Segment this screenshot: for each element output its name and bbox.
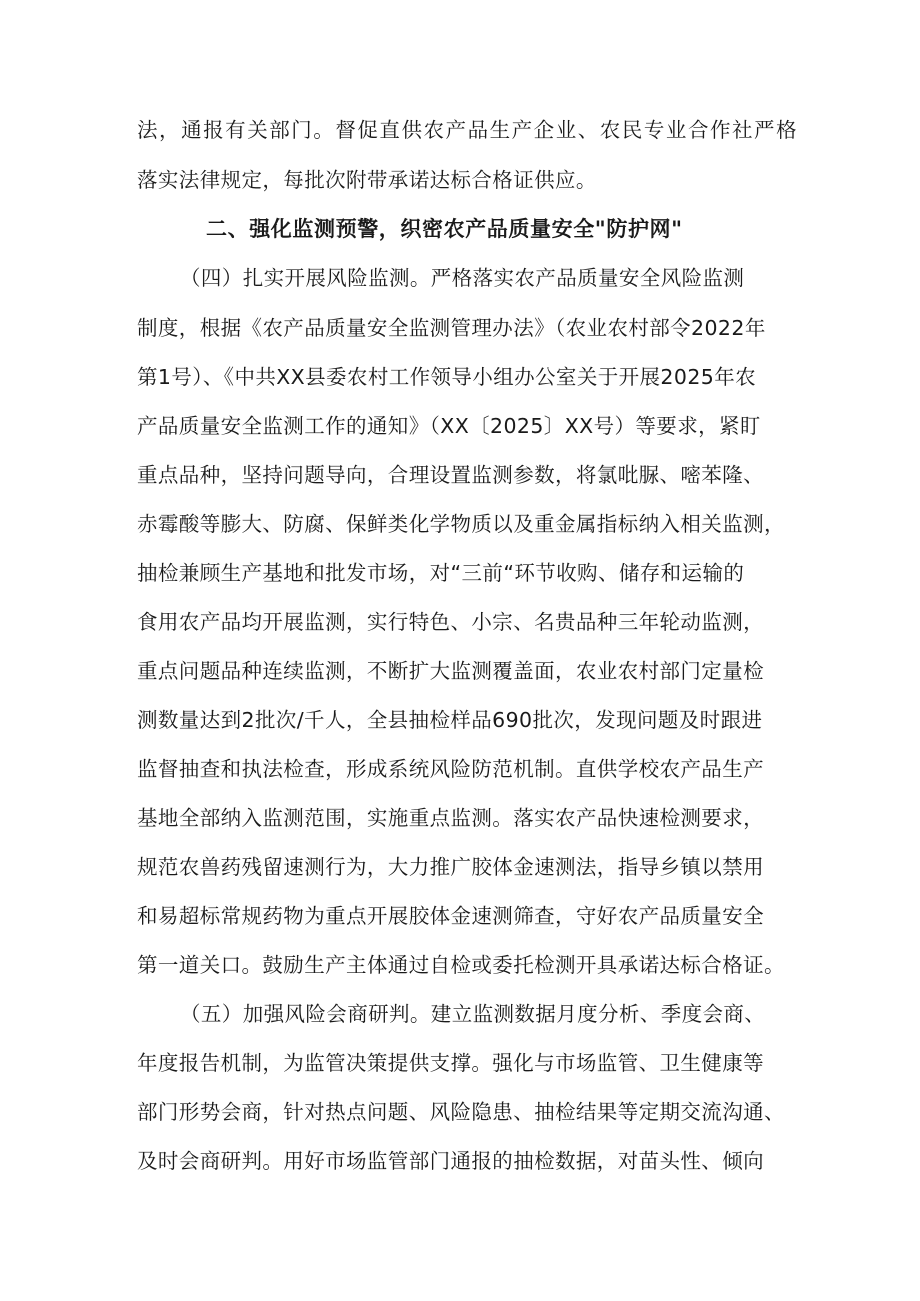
para5-line-1: （五）加强风险会商研判。建立监测数据月度分析、季度会商、	[180, 1002, 766, 1026]
para4-line-1: （四）扎实开展风险监测。严格落实农产品质量安全风险监测	[180, 266, 745, 290]
para4-line-10: 测数量达到2批次/千人，全县抽检样品690批次，发现问题及时跟进	[137, 708, 763, 732]
para5-line-3: 部门形势会商，针对热点问题、风险隐患、抽检结果等定期交流沟通、	[137, 1100, 785, 1124]
para4-line-7: 抽检兼顾生产基地和批发市场，对“三前“环节收购、储存和运输的	[137, 561, 745, 585]
para4-line-13: 规范农兽药残留速测行为，大力推广胶体金速测法，指导乡镇以禁用	[137, 855, 764, 879]
para4-line-4: 产品质量安全监测工作的通知》（XX〔2025〕XX号）等要求，紧盯	[137, 414, 761, 438]
para4-line-6: 赤霉酸等膨大、防腐、保鲜类化学物质以及重金属指标纳入相关监测，	[137, 512, 785, 536]
section-heading: 二、强化监测预警，织密农产品质量安全"防护网"	[206, 217, 683, 241]
para4-line-11: 监督抽查和执法检查，形成系统风险防范机制。直供学校农产品生产	[137, 757, 764, 781]
intro-line-2: 落实法律规定，每批次附带承诺达标合格证供应。	[137, 168, 597, 192]
para5-line-2: 年度报告机制，为监管决策提供支撑。强化与市场监管、卫生健康等	[137, 1051, 764, 1075]
para4-line-2: 制度，根据《农产品质量安全监测管理办法》（农业农村部令2022年	[137, 316, 766, 340]
para4-line-12: 基地全部纳入监测范围，实施重点监测。落实农产品快速检测要求，	[137, 806, 764, 830]
para4-line-5: 重点品种，坚持问题导向，合理设置监测参数，将氯吡脲、嘧苯隆、	[137, 463, 764, 487]
para4-line-3: 第1号）、《中共XX县委农村工作领导小组办公室关于开展2025年农	[137, 365, 756, 389]
para5-line-4: 及时会商研判。用好市场监管部门通报的抽检数据，对苗头性、倾向	[137, 1149, 764, 1173]
para4-line-14: 和易超标常规药物为重点开展胶体金速测筛查，守好农产品质量安全	[137, 904, 764, 928]
para4-line-8: 食用农产品均开展监测，实行特色、小宗、名贵品种三年轮动监测，	[137, 610, 764, 634]
para4-line-9: 重点问题品种连续监测，不断扩大监测覆盖面，农业农村部门定量检	[137, 659, 764, 683]
para4-line-15: 第一道关口。鼓励生产主体通过自检或委托检测开具承诺达标合格证。	[137, 953, 785, 977]
intro-line-1: 法，通报有关部门。督促直供农产品生产企业、农民专业合作社严格	[137, 118, 797, 142]
